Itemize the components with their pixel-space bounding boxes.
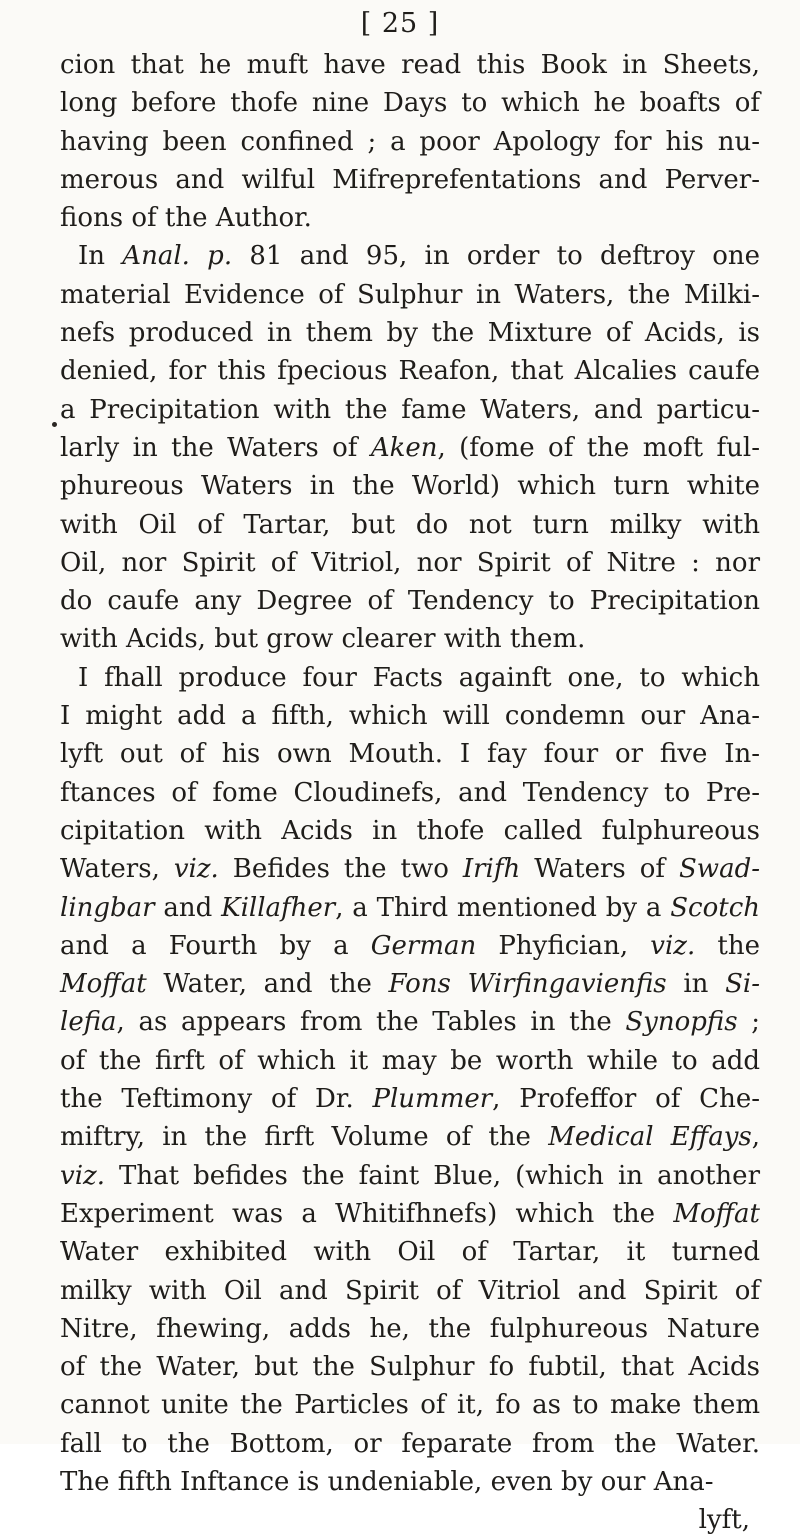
text-segment: of the Water, but the Sulphur fo fubtil, that Acids bbox=[60, 1352, 760, 1383]
text-line bbox=[60, 467, 760, 505]
text-line bbox=[60, 544, 760, 582]
text-segment: viz. bbox=[173, 854, 219, 885]
text-segment: 81 and 95, in order to deftroy one bbox=[232, 241, 760, 272]
text-line bbox=[60, 697, 760, 735]
text-line bbox=[60, 1348, 760, 1386]
text-line bbox=[60, 1501, 760, 1539]
text-line bbox=[60, 582, 760, 620]
text-segment: of the firft of which it may be worth while to add bbox=[60, 1045, 760, 1076]
text-segment: lefia bbox=[60, 1007, 117, 1038]
text-segment: , as appears from the Tables in the bbox=[116, 1007, 626, 1038]
text-segment: a Precipitation with the fame Waters, and particu- bbox=[60, 394, 760, 425]
text-line bbox=[60, 123, 760, 161]
text-segment: lyft, bbox=[698, 1505, 750, 1536]
text-segment: , a Third mentioned by a bbox=[335, 892, 671, 923]
text-segment: Synopfis bbox=[625, 1007, 738, 1038]
text-line bbox=[60, 850, 760, 888]
text-segment: Phyfician, bbox=[476, 930, 651, 961]
text-segment: cannot unite the Particles of it, fo as to make them bbox=[60, 1390, 760, 1421]
page-number: [ 25 ] bbox=[360, 8, 440, 39]
text-line bbox=[60, 46, 760, 84]
text-segment: fions of the Author. bbox=[60, 203, 312, 234]
text-segment: Moffat bbox=[673, 1198, 760, 1229]
text-segment: Plummer bbox=[372, 1084, 493, 1115]
text-segment: denied, for this fpecious Reafon, that Alcalies caufe bbox=[60, 356, 760, 387]
text-line bbox=[60, 620, 760, 658]
text-segment: material Evidence of Sulphur in Waters, the Milki- bbox=[60, 279, 760, 310]
text-segment: long before thofe nine Days to which he boafts of bbox=[60, 88, 760, 119]
text-segment: Waters of bbox=[520, 854, 679, 885]
text-segment: Moffat bbox=[60, 969, 147, 1000]
text-segment: Water exhibited with Oil of Tartar, it turned bbox=[60, 1237, 760, 1268]
text-segment: German bbox=[370, 930, 477, 961]
text-line bbox=[60, 774, 760, 812]
text-segment: Waters, bbox=[60, 854, 174, 885]
text-segment: lingbar bbox=[60, 892, 155, 923]
text-line bbox=[60, 237, 760, 275]
text-segment: merous and wilful Mifreprefentations and Perver- bbox=[60, 164, 760, 195]
text-line bbox=[60, 889, 760, 927]
text-line bbox=[60, 1195, 760, 1233]
text-segment: viz. bbox=[60, 1160, 105, 1191]
text-line bbox=[60, 1042, 760, 1080]
text-line bbox=[60, 1118, 760, 1156]
body-text bbox=[60, 46, 760, 1540]
text-segment: Killafher bbox=[221, 892, 336, 923]
text-segment: fall to the Bottom, or feparate from the Water. bbox=[60, 1428, 760, 1459]
text-line bbox=[60, 1310, 760, 1348]
text-segment: Anal. p. bbox=[122, 241, 233, 272]
text-line bbox=[60, 965, 760, 1003]
text-segment: Si- bbox=[725, 969, 761, 1000]
text-segment: ; bbox=[737, 1007, 760, 1038]
text-segment: Medical Effays bbox=[548, 1122, 752, 1153]
text-line bbox=[60, 1003, 760, 1041]
text-line bbox=[60, 276, 760, 314]
text-segment: the Teftimony of Dr. bbox=[60, 1084, 373, 1115]
text-line bbox=[60, 199, 760, 237]
text-line bbox=[60, 1386, 760, 1424]
text-line bbox=[60, 1080, 760, 1118]
text-segment: with Acids, but grow clearer with them. bbox=[60, 624, 586, 655]
text-line bbox=[60, 161, 760, 199]
text-segment: I fhall produce four Facts againft one, to which bbox=[78, 662, 760, 693]
text-line bbox=[60, 659, 760, 697]
text-line bbox=[60, 1157, 760, 1195]
text-segment: and bbox=[154, 892, 222, 923]
text-line bbox=[60, 506, 760, 544]
text-segment: milky with Oil and Spirit of Vitriol and Spirit of bbox=[60, 1275, 760, 1306]
text-segment: Oil, nor Spirit of Vitriol, nor Spirit of Nitre : nor bbox=[60, 547, 760, 578]
text-segment: That befides the faint Blue, (which in another bbox=[104, 1160, 760, 1191]
text-line bbox=[60, 1233, 760, 1271]
text-line bbox=[60, 352, 760, 390]
ink-speck bbox=[52, 422, 57, 427]
text-line bbox=[60, 812, 760, 850]
text-line bbox=[60, 735, 760, 773]
text-segment: Scotch bbox=[670, 892, 760, 923]
text-segment: Nitre, fhewing, adds he, the fulphureous Nature bbox=[60, 1313, 760, 1344]
text-line bbox=[60, 391, 760, 429]
text-segment: having been confined ; a poor Apology for his nu- bbox=[60, 126, 760, 157]
text-segment: ftances of fome Cloudinefs, and Tendency to Pre- bbox=[60, 777, 760, 808]
text-segment: cipitation with Acids in thofe called fulphureous bbox=[60, 815, 760, 846]
text-segment: the bbox=[695, 930, 760, 961]
text-segment: cion that he muft have read this Book in Sheets, bbox=[60, 50, 760, 80]
text-line bbox=[60, 1463, 760, 1501]
text-segment: , bbox=[751, 1122, 760, 1153]
text-segment: Befides the two bbox=[218, 854, 463, 885]
text-segment: Experiment was a Whitifhnefs) which the bbox=[60, 1198, 674, 1229]
text-segment: , Profeffor of Che- bbox=[492, 1084, 760, 1115]
text-segment: viz. bbox=[650, 930, 696, 961]
text-segment: Swad- bbox=[679, 854, 760, 885]
text-segment: , (fome of the moft ful- bbox=[437, 432, 760, 463]
text-segment: In bbox=[78, 241, 123, 272]
text-segment: phureous Waters in the World) which turn white bbox=[60, 471, 760, 502]
text-line bbox=[60, 429, 760, 467]
text-segment: larly in the Waters of bbox=[60, 432, 371, 463]
text-line bbox=[60, 84, 760, 122]
text-segment: Irifh bbox=[462, 854, 521, 885]
text-segment: Fons Wirfingavienfis bbox=[388, 969, 667, 1000]
text-segment: and a Fourth by a bbox=[60, 930, 371, 961]
text-segment: nefs produced in them by the Mixture of Acids, is bbox=[60, 318, 760, 349]
text-line bbox=[60, 314, 760, 352]
text-line bbox=[60, 1272, 760, 1310]
text-segment: do caufe any Degree of Tendency to Precipitation bbox=[60, 586, 760, 617]
text-segment: I might add a fifth, which will condemn our Ana- bbox=[60, 701, 760, 732]
text-segment: Water, and the bbox=[146, 969, 389, 1000]
text-segment: in bbox=[666, 969, 726, 1000]
text-segment: lyft out of his own Mouth. I fay four or five In- bbox=[60, 739, 760, 770]
text-segment: with Oil of Tartar, but do not turn milky with bbox=[60, 509, 760, 540]
text-line bbox=[60, 927, 760, 965]
text-segment: The fifth Inftance is undeniable, even by our Ana- bbox=[60, 1466, 714, 1497]
text-segment: Aken bbox=[370, 432, 438, 463]
text-segment: miftry, in the firft Volume of the bbox=[60, 1122, 549, 1153]
